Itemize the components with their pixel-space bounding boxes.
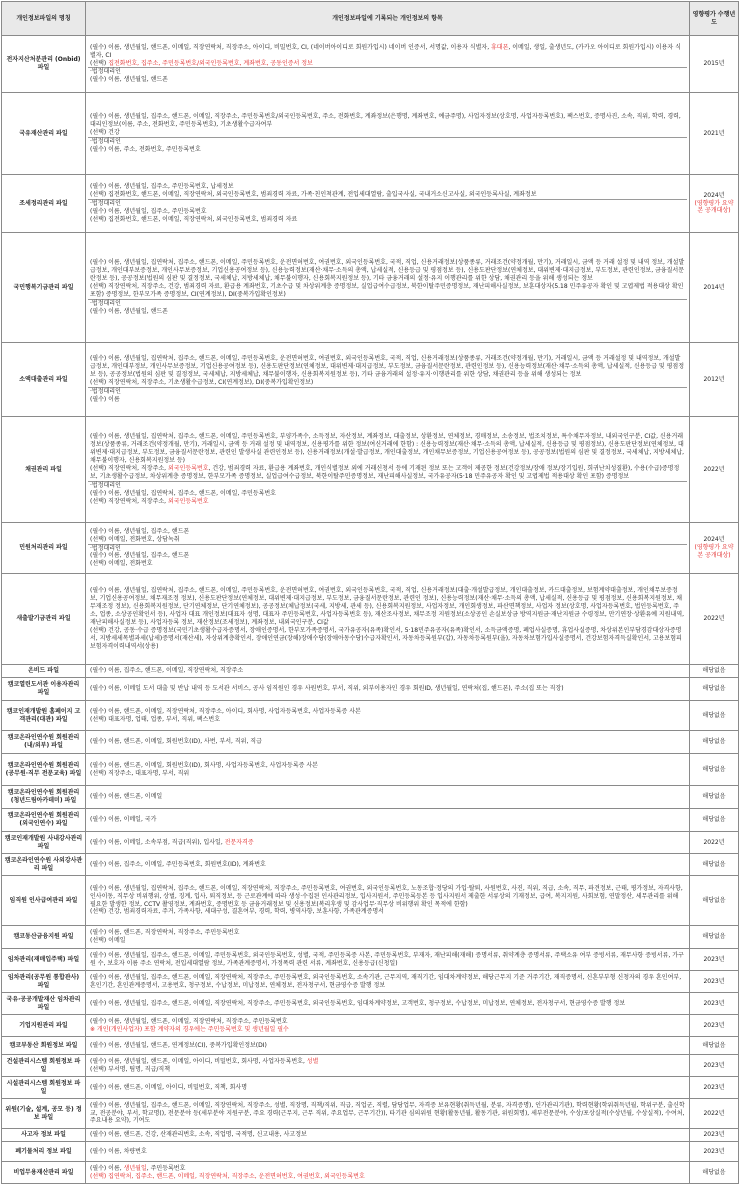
item-text: (선택) <box>90 59 109 67</box>
items-cell <box>86 731 690 754</box>
file-name-cell: 위원(기술, 설계, 공모 등) 정보 파일 <box>2 1099 86 1129</box>
table-row <box>2 993 739 1015</box>
items-cell <box>86 36 690 93</box>
assessment-year: 해당없음 <box>702 667 726 675</box>
item-text: ·법정대리인 <box>90 137 121 145</box>
highlighted-text: 성별 <box>306 1057 319 1065</box>
items-cell <box>86 1099 690 1129</box>
assessment-year: 2015년 <box>703 60 725 68</box>
item-line <box>88 283 687 299</box>
file-name-cell: 국민행복기금관리 파일 <box>2 233 86 343</box>
table-row <box>2 926 739 949</box>
item-text: (필수) 이름, 생년월일, 핸드폰 <box>90 76 168 84</box>
file-name-cell: 임차관리(공무원 통합관사) 파일 <box>2 971 86 993</box>
item-line <box>88 76 687 84</box>
header-file-name: 개인정보파일의 명칭 <box>2 2 86 36</box>
item-text: (필수) 이름, 생년월일, 핸드폰, 연계정보(CI), 중복가입확인정보(DI) <box>90 1041 267 1049</box>
items-cell <box>86 678 690 701</box>
item-line <box>88 667 687 675</box>
assessment-year: 해당없음 <box>702 933 726 941</box>
item-line <box>88 937 687 945</box>
item-line <box>88 770 687 778</box>
assessment-year-cell <box>690 343 739 417</box>
item-line <box>88 355 687 379</box>
highlighted-text: 집전화번호, 집주소, 주민등록번호/외국인등록번호, 계좌번호, 공동인증서 정보 <box>108 59 313 67</box>
items-cell <box>86 1142 690 1162</box>
items-cell <box>86 574 690 665</box>
table-row <box>2 832 739 854</box>
items-cell <box>86 93 690 175</box>
item-text: (선택) 건강, 범죄경력자료, 주거, 가족사항, 세대구성, 결혼여부, 경력, 학력, 병역사항, 보훈사항, 가족관계증명서 <box>90 908 384 916</box>
item-text: (필수) 이름, 집주소, 이메일, 주민등록번호, 회원번호(ID), 계좌번호 <box>90 860 266 868</box>
assessment-year-cell <box>690 175 739 233</box>
item-text: (필수) 이름, 핸드폰, 이메일, 회원번호(ID), 사번, 부서, 직위, 직급 <box>90 738 262 746</box>
item-text: ·법정대리인 <box>90 299 121 307</box>
item-text: (필수) 이름, 생년월일, 집주소, 핸드폰, 이메일, 직장주소, 주민등록번호/외국인등록번호, 주소, 전화번호, 계좌정보(은행명, 계좌번호, 예금주명), 사업자정보(상호명, 사업자등록번호), 팩스번호, 증명사진, 소속, 직위, 학력, 경력, 대리인정보(이름, 주소, 전화번호, 주민등록번호), 기초생활수급자여부 <box>90 113 681 129</box>
table-row <box>2 1037 739 1055</box>
table-row <box>2 233 739 343</box>
item-line <box>88 1102 687 1126</box>
highlighted-text: (선택) 집연락처, 집주소, 핸드폰, 이메일, 직장연락처, 직장주소, 운전면허번호, 여권번호, 외국인등록번호 <box>90 1172 365 1180</box>
file-name-cell: 채권관리 파일 <box>2 417 86 523</box>
items-cell <box>86 809 690 832</box>
summary-disclosure-note: (영향평가 요약본 공개대상) <box>694 544 734 559</box>
assessment-year: 2024년 <box>703 191 725 199</box>
item-text: (선택) 직장연락처, 직장주소, 기초생활수급정보, CI(연계정보), DI(중복가입확인정보) <box>90 379 314 386</box>
header-assessment-year: 영향평가 수행년도 <box>690 2 739 36</box>
item-line <box>88 396 687 404</box>
table-row <box>2 1077 739 1099</box>
item-text: (선택) 건강 <box>90 129 120 137</box>
table-row <box>2 417 739 523</box>
assessment-year: 해당없음 <box>702 896 726 904</box>
assessment-year: 해당없음 <box>702 711 726 719</box>
items-cell <box>86 665 690 678</box>
assessment-year-cell <box>690 993 739 1015</box>
item-line <box>88 816 687 824</box>
items-cell <box>86 175 690 233</box>
items-cell <box>86 1037 690 1055</box>
highlighted-text: 전문자격증 <box>224 838 254 846</box>
item-text: (필수) 이름, <box>90 1164 124 1172</box>
item-text: ·법정대리인 <box>90 481 121 489</box>
items-cell <box>86 1055 690 1077</box>
item-text: (필수) 이름, 이메일, 국가 <box>90 816 157 824</box>
assessment-year-cell <box>690 93 739 175</box>
item-text: (필수) 이름, 핸드폰, 직장연락처, 직장주소, 주민등록번호 <box>90 929 240 937</box>
item-line <box>88 1165 687 1173</box>
item-text: ·법정대리인 <box>90 68 121 76</box>
item-line <box>88 716 687 724</box>
assessment-year-cell <box>690 1099 739 1129</box>
item-line <box>88 708 687 716</box>
table-row <box>2 971 739 993</box>
table-row <box>2 786 739 809</box>
items-cell <box>86 233 690 343</box>
table-row <box>2 343 739 417</box>
item-line <box>88 129 687 137</box>
table-row <box>2 731 739 754</box>
item-line <box>88 1131 687 1139</box>
file-name-cell: 캠코온라인연수원 회원관리(외국인연수) 파일 <box>2 809 86 832</box>
items-cell <box>86 523 690 574</box>
item-line <box>88 465 687 481</box>
assessment-year: 2023년 <box>703 955 725 963</box>
item-line <box>88 552 687 560</box>
assessment-year: 2023년 <box>703 1021 725 1029</box>
item-text: (필수) 이름, 이메일, 소속부점, 직급(직위), 입사일, <box>90 838 225 846</box>
assessment-year-cell <box>690 36 739 93</box>
items-cell <box>86 993 690 1015</box>
item-text: (선택) 건강, 공동·수급 증명정보(국민기초생활수급자증명서, 장애인증명서, 한부모가족증명서, 국가유공자(유족)확인서, 5·18민주유공자(유족)확인서, 소득금액증명, 폐업사실증명, 휴업사실증명, 차상위본인부담경감대상자증명서, 지방세세목별과세(납세)증명서(재산세), 자상위계층확인서, 장애인연금(장해)장애수당(장애아동수당)수급자확인서, 자동차등록원부(갑), 자동차등록원부(을), 자동차보험가입사실증명서, 건강보험자격득실확인서, 고용보험피보험자격이력내역서(상용) <box>90 626 682 650</box>
table-row <box>2 665 739 678</box>
items-cell <box>86 1077 690 1099</box>
file-name-cell: 임직원 인사급여관리 파일 <box>2 876 86 926</box>
file-name-cell: 캠코부동산 회원정보 파일 <box>2 1037 86 1055</box>
table-row <box>2 93 739 175</box>
item-line <box>88 1000 687 1008</box>
item-line <box>88 952 687 968</box>
item-text: (선택) 직장연락처, 직장주소, <box>90 497 168 505</box>
assessment-year-cell <box>690 876 739 926</box>
table-row <box>2 1162 739 1184</box>
item-text: ·법정대리인 <box>90 200 121 208</box>
assessment-year: 2012년 <box>703 375 725 383</box>
file-name-cell: 캠코온라인연수원 회원관리(공무원·직무 전문교육) 파일 <box>2 754 86 786</box>
item-text: (선택) 직장연락처, 직장주소, 건강, 범죄경력 자료, 환급용 계좌번호, 기초수급 및 차상위계층 증명정보, 실업급여수급정보, 북한이탈주민증명정보, 재난피해사실정보, 보훈대상자(5.18 민주유공자 확인 및 고엽제법 적용대상 확인 포함) 증명정보, 한부모가족 증명정보, CI(연계정보), DI(중복가입확인정보) <box>90 283 684 298</box>
assessment-year: 2022년 <box>703 615 725 623</box>
file-name-cell: 캠코인재개발원 홈페이지 고객관리(대관) 파일 <box>2 701 86 731</box>
table-row <box>2 1142 739 1162</box>
assessment-year-cell <box>690 949 739 971</box>
file-name-cell: 건설관리시스템 회원정보 파일 <box>2 1055 86 1077</box>
item-line <box>88 67 687 76</box>
table-row <box>2 876 739 926</box>
items-cell <box>86 949 690 971</box>
item-text: , 주민등록번호 <box>146 1164 186 1172</box>
item-text: (필수) 이름, 이메일 도서 대출 및 반납 내역 등 도서관 서비스, 공사 임직원인 경우 사원번호, 부서, 직위, 외부이용자인 경우 회원ID, 생년월일, 연락처(집, 핸드폰), 주소(집 또는 직장) <box>90 685 564 693</box>
item-text: (필수) 이름, 핸드폰, 이메일 <box>90 793 163 801</box>
items-cell <box>86 876 690 926</box>
assessment-year: 해당없음 <box>702 793 726 801</box>
item-text: (필수) 이름, 생년월일, 집주소, 핸드폰, 이메일, 직장연락처, 직장주소, 주민등록번호, 외국인등록번호, 소속기관, 근무지역, 재직기간, 임대차계약정보, 해당근무지 기준 거주기간, 재직증명서, 신혼부부형 신청자의 경우 혼인여부, 혼인기간, 혼인관계증명서, 고용번호, 청구정보, 수납정보, 미납정보, 연체정보, 전자청구서, 현금영수증 발행 정보 <box>90 973 682 989</box>
item-text: (필수) 이름, 핸드폰, 이메일, 아이디, 비밀번호, 직책, 회사명 <box>90 1083 247 1091</box>
items-cell <box>86 971 690 993</box>
highlighted-text: 휴대폰 <box>491 43 509 51</box>
items-cell <box>86 1162 690 1184</box>
item-text: (선택) 집전화번호, 핸드폰, 이메일, 직장연락처, 외국인등록번호, 범죄경력 자료, 가족·친인척관계, 전입세대열람, 출입국사실, 국내거소신고사실, 외국인등록사실, 계좌정보 <box>90 191 537 199</box>
assessment-year-cell <box>690 832 739 854</box>
item-text: (필수) 이름, 생년월일, 핸드폰, 이메일, 아이디, 비밀번호, 회사명, 사업자등록번호, <box>90 1057 307 1065</box>
file-name-cell: 국유재산관리 파일 <box>2 93 86 175</box>
item-line <box>88 528 687 536</box>
file-name-cell: 시설관리시스템 회원정보 파일 <box>2 1077 86 1099</box>
assessment-year-cell <box>690 1015 739 1037</box>
item-line <box>88 308 687 316</box>
item-text: (필수) 이름, 핸드폰, 이메일, 직장연락처, 직장주소, 아이디, 회사명, 사업자등록번호, 사업자등록증 사본 <box>90 707 361 715</box>
file-name-cell: 기업지원관리 파일 <box>2 1015 86 1037</box>
item-text: (필수) 이름, 생년월일, 집주소, 핸드폰 <box>90 552 190 560</box>
item-text: (필수) 이름, 생년월일, 집연락처, 집주소, 핸드폰, 이메일, 주민등록번호, 운전면허번호, 여권번호, 외국인등록번호, 국적, 직업, 신용거래정보(상품종류, 거래조건(약정개월, 만기), 거래일시, 금액 등 거래 설정 및 내역 정보, 개설발급정보, 개인대부보증정보, 개인사무보증정보, 기업신용공여정보 등), 신용능력정보(재산·채무·소득의 총액, 납세실적, 신용등급 및 평점정보 등), 신용도판단정보(연체정보, 대위변제·대지급정보, 부도정보, 관련인정보, 금융질서문란정보 등), 공공정보(법원의 심판 및 결정정보, 국세체납, 지방세체납, 채무불이행자, 신용회복지원정보 등), 기타 금융거래의 설정·유지 이행관리를 위한 상담, 채권관리 등을 위해 생성되는 정보 <box>90 259 685 283</box>
assessment-year: 2024년 <box>703 536 725 544</box>
items-cell <box>86 417 690 523</box>
assessment-year-cell <box>690 678 739 701</box>
file-name-cell: 새출발기금관리 파일 <box>2 574 86 665</box>
item-text: (필수) 이름, 생년월일, 핸드폰, 이메일, 직장연락처, 직장주소, 주민등록번호 <box>90 1017 288 1025</box>
table-header-row <box>2 2 739 36</box>
table-row <box>2 574 739 665</box>
assessment-year-cell <box>690 417 739 523</box>
item-text: (필수) 이름, 생년월일, 집주소, 핸드폰, 이메일, 직장연락처, 직장주소, 주민등록번호, 외국인등록번호, 임대차계약정보, 고객번호, 청구정보, 수납정보, 미납정보, 연체정보, 전자청구서, 현금영수증 발행 정보 <box>90 999 626 1007</box>
assessment-year: 2023년 <box>703 1147 725 1155</box>
item-line <box>88 627 687 651</box>
item-line <box>88 113 687 129</box>
assessment-year: 2023년 <box>703 1131 725 1139</box>
assessment-year-cell <box>690 574 739 665</box>
item-line <box>88 490 687 498</box>
file-name-cell: 캠코온라인연수원 회원관리(내/외부) 파일 <box>2 731 86 754</box>
file-name-cell: 폐기물처리 정보 파일 <box>2 1142 86 1162</box>
item-line <box>88 146 687 154</box>
item-line <box>88 738 687 746</box>
item-line <box>88 793 687 801</box>
file-name-cell: 전자지산처분관리 (Onbid) 파일 <box>2 36 86 93</box>
file-name-cell: 캠코온라인연수원 사외강사관리 파일 <box>2 854 86 876</box>
file-name-cell: 소액대출관리 파일 <box>2 343 86 417</box>
highlighted-text: ※ 개인(개인사업자) 포함 계약자의 경우에는 주민등록번호 및 생년월일 필수 <box>90 1025 289 1033</box>
item-text: (필수) 이름 <box>90 395 120 403</box>
item-text: (선택) 대표자명, 업태, 업종, 부서, 직위, 팩스번호 <box>90 715 220 723</box>
table-row <box>2 854 739 876</box>
item-line <box>88 908 687 916</box>
file-name-cell: 임차관리(재매입주택) 파일 <box>2 949 86 971</box>
item-text: (필수) 이름, 생년월일, 집연락처, 집주소, 핸드폰, 이메일, 주민등록번호, 운전면허번호, 여권번호, 외국인등록번호, 국적, 직업, 신용거래정보(대출·개설발급정보, 개인대출정보, 카드대출정보, 보험계약대출정보, 개인채무보증정보, 기업신용공여정보, 채무재조정 정보), 신용도판단정보(연체정보, 대위변제·대지급정보, 부도정보, 금융질서문란정보, 관련인 정보), 신용능력정보(재산·채무·소득의 총액, 납세실적, 신용등급 및 평점정보, 신용회복지원정보, 채무재조정 정보), 신용회복지원정보, 단기연체정보, 단기연체정보), 공공정보(체납정보(국세, 지방세, 관세 등), 신용회복지원정보, 사업자정보, 개인회생정보, 파산면책정보, 사업자 정보(상호명, 사업자등록번호, 법인등록번호, 주소, 업종, 소상공인확인서 등), 사업자 대표 개인정보(대표자 성명, 대표자 주민등록번호, 사업자등록번호 등), 재산조사정보, 채무조정 지원정보(소상공인 손실보상금 방역지원금·재난지원금 수령정보, 만기연장·상환유예 지원내역, 재난피해사실정보 등), 사업자등록 정보, 재산정보(조세정보), 계좌정보, 내외국인구분, CI값 <box>90 587 685 626</box>
item-text: (필수) 이름, 생년월일, 집주소, 핸드폰, 이메일, 주민등록번호, 외국인등록번호, 성별, 국적, 주민등록증 사본, 주민등록번호, 부재자, 재난피해(재해) 증명서류, 취약계층 증명서류, 주택소유 여부 증빙서류, 재무사항 증빙서류, 가구원 수, 보호자 이름 주소 연락처, 전입세대열람 정보, 가족관계증명서, 가정폭력 관련 서류, 계좌번호, 신용등급(신청일) <box>90 951 684 967</box>
item-line <box>88 481 687 490</box>
assessment-year-cell <box>690 971 739 993</box>
assessment-year: 해당없음 <box>702 765 726 773</box>
item-text: (필수) 이름, 핸드폰, 건강, 산재관리번호, 소속, 직업명, 국적명, 신고내용, 사고정보 <box>90 1131 307 1139</box>
item-line <box>88 299 687 308</box>
item-line <box>88 44 687 60</box>
assessment-year: 해당없음 <box>702 738 726 746</box>
file-name-cell: 캠코인재개발원 사내강사관리 파일 <box>2 832 86 854</box>
item-text: (선택) 집전화번호, 핸드폰, 이메일, 직장연락처, 외국인등록번호, 범죄경력 자료 <box>90 215 298 223</box>
table-row <box>2 754 739 786</box>
item-line <box>88 929 687 937</box>
item-text: , 이메일, 생일, 출생년도, (카카오 아이디로 회원가입시) 이용자 식별자, CI <box>90 43 681 59</box>
table-body <box>2 36 739 1184</box>
assessment-year-cell <box>690 233 739 343</box>
assessment-year: 해당없음 <box>702 860 726 868</box>
file-name-cell: 캠코온라인연수원 회원관리(청년드림아카데미) 파일 <box>2 786 86 809</box>
items-cell <box>86 701 690 731</box>
highlighted-text: 외국인등록번호 <box>167 465 209 473</box>
item-line <box>88 199 687 208</box>
table-row <box>2 1099 739 1129</box>
item-text: (필수) 이름, 생년월일, 집연락처, 집주소, 핸드폰, 이메일, 직장연락처, 직장주소, 주민등록번호, 여권번호, 외국인등록번호, 노동조합·정당의 가입·탈퇴, 사원번호, 사진, 직위, 직급, 소속, 직무, 파견정보, 근태, 평가정보, 자격사항, 인사이동, 직무상 비위행위, 상벌, 징계, 입사, 퇴직정보, 등 근로관계에 따라 생성·수집된 인사관리정보, 입사지원서, 주민등록등본 등 입사지원서 제출한 서류상의 기재정보, 급여, 복지지원, 사회보험, 연말정산, 세무관리를 위해 필요한 발생한 정보, CCTV 촬영정보, 계좌번호, 증명번호 등 금융거래정보 및 신용정보(복리후생 및 감사업무·직무상 비위행위 확인 목적에 한함) <box>90 884 683 908</box>
table-row <box>2 701 739 731</box>
file-name-cell: 캠코동산금융지원 파일 <box>2 926 86 949</box>
table-row <box>2 1055 739 1077</box>
file-name-cell: 조세정리관리 파일 <box>2 175 86 233</box>
items-cell <box>86 786 690 809</box>
item-line <box>88 387 687 396</box>
item-line <box>88 1148 687 1156</box>
table-row <box>2 949 739 971</box>
assessment-year-cell <box>690 1037 739 1055</box>
item-line <box>88 216 687 224</box>
item-text: (선택) 이메일, 전화번호 <box>90 560 153 568</box>
assessment-year-cell <box>690 1055 739 1077</box>
item-text: (필수) 이름, 생년월일, 핸드폰 <box>90 307 168 315</box>
item-text: (필수) 이름, 주소, 전화번호, 주민등록번호 <box>90 145 201 153</box>
assessment-year: 2023년 <box>703 1083 725 1091</box>
item-text: (선택) 이메일, 전화번호, 상담녹취 <box>90 535 180 543</box>
item-line <box>88 536 687 544</box>
assessment-year-cell <box>690 786 739 809</box>
item-line <box>88 433 687 465</box>
highlighted-text: 외국인등록번호 <box>167 497 209 505</box>
file-name-cell: 민원처리관리 파일 <box>2 523 86 574</box>
item-line <box>88 1018 687 1026</box>
item-text: (필수) 이름, 생년월일, 집연락처, 집주소, 핸드폰, 이메일, 주민등록번호 <box>90 489 276 497</box>
item-text: (선택) 이메일 <box>90 937 126 944</box>
assessment-year-cell <box>690 1077 739 1099</box>
item-text: (필수) 이름, 생년월일, 집주소, 핸드폰, 이메일, 직장연락처, 직장주소, 성별, 직장명, 직책/직위, 직급, 직업군, 직렬, 담당업무, 자격증 보유현황(취득년월, 분류, 자격증명), 인가관리기관), 학력현황(학위취득년월, 학위구분, 출신학교, 전공분야, 부서, 학교명(), 전문분야 등(세부분야 지원구분, 주요 경력(근무지, 근무 직위, 주요업무, 근무기간)), 타기관 심의위원 현황(활동년월, 활동기관, 위원회명), 세부전문분야, 수상/포상실적(수상년월, 수상실적), 수여처, 주요내용 요약), 기여도 <box>90 1101 685 1125</box>
item-line <box>88 379 687 387</box>
item-line <box>88 560 687 568</box>
assessment-year: 2021년 <box>703 129 725 137</box>
items-cell <box>86 343 690 417</box>
item-line <box>88 259 687 283</box>
item-line <box>88 1026 687 1034</box>
item-text: (필수) 이름, 핸드폰, 이메일, 회원번호(ID), 회사명, 사업자등록번호, 사업자등록증 사본 <box>90 761 318 769</box>
table-row <box>2 678 739 701</box>
item-text: (필수) 이름, 생년월일, 집주소, 주민등록번호, 납세정보 <box>90 183 234 191</box>
item-text: (필수) 이름, 생년월일, 핸드폰, 이메일, 직장연락처, 직장주소, 아이디, 비밀번호, CI, (네이버아이디로 회원가입시) 네이버 인증서, 서명값, 이용자 식별자, <box>90 43 492 51</box>
items-cell <box>86 754 690 786</box>
file-name-cell: 캠코열린도서관 이용자관리 파일 <box>2 678 86 701</box>
item-line <box>88 1084 687 1092</box>
assessment-year: 해당없음 <box>702 816 726 824</box>
item-text: (필수) 이름, 차량번호 <box>90 1147 147 1155</box>
item-line <box>88 839 687 847</box>
table-row <box>2 175 739 233</box>
item-line <box>88 208 687 216</box>
item-text: (필수) 이름, 생년월일, 집연락처, 집주소, 핸드폰, 이메일, 주민등록번호, 운전면허번호, 여권번호, 외국인등록번호, 국적, 직업, 신용거래정보(상품종류, 거래조건(약정개월, 만기), 거래일시, 금액 등 거래설정 및 내역정보, 개설발급정보, 개인대부정보, 개인사무보증정보, 기업신용공여정보 등), 신용도판단정보(연체정보, 대위변제·대지급정보, 부도정보, 금융질서문란정보, 관련인정보 등), 신용능력정보(재산·채무·소득의 총액, 납세실적, 신용등급 및 평점정보 등), 공공정보(법원의 심판 및 결정정보, 국세체납, 지방세체납, 채무불이행자, 신용회복지원정보 등), 기타 금융거래의 설정·유지·이행관리를 위한 상담, 채권관리 등을 위해 생성되는 정보 <box>90 355 685 379</box>
header-items: 개인정보파일에 기록되는 개인정보의 항목 <box>86 2 690 36</box>
item-line <box>88 587 687 627</box>
item-text: (필수) 이름, 생년월일, 집연락처, 집주소, 핸드폰, 이메일, 주민등록번호, 부양가족수, 소득정보, 자산정보, 계좌정보, 대출정보, 상환정보, 연체정보, 경매정보, 소송정보, 법조치정보, 특수채무자정보, 내외국인구분, CI값, 신용거래정보(상품종류, 거래조건(약정개월, 만기), 거래일시, 금액 등 거래 설정 및 내역정보, 신용평가를 위한 정보(여신거래에 한함) : 신용능력정보(재산·채무·소득의 총액, 납세실적, 신용등급 및 평점정보), 신용도판단정보(연체정보, 대위변제·대지급정보, 부도정보, 금융질서문란정보, 관련인 발생사실 관련인정보 등), 신용거래정보(개설·발급정보, 개인대출정보, 개인채무보증정보, 기업신용공여정보 등), 공공정보(법원의 심판 및 결정정보, 국세체납, 지방세체납, 채무불이행자, 신용회복지원정보 등) <box>90 433 685 465</box>
items-cell <box>86 1129 690 1142</box>
assessment-year-cell <box>690 701 739 731</box>
assessment-year: 해당없음 <box>702 1168 726 1176</box>
item-line <box>88 1042 687 1050</box>
item-line <box>88 762 687 770</box>
file-name-cell: 사고자 정보 파일 <box>2 1129 86 1142</box>
file-name-cell: 비업무용재산관리 파일 <box>2 1162 86 1184</box>
item-text: (선택) 직장연락처, 직장주소, <box>90 465 168 473</box>
file-name-cell: 온비드 파일 <box>2 665 86 678</box>
item-line <box>88 191 687 199</box>
table-row <box>2 1129 739 1142</box>
item-text: ·법정대리인 <box>90 387 121 395</box>
assessment-year: 2022년 <box>703 838 725 846</box>
item-text: (필수) 이름, 집주소, 핸드폰, 이메일, 직장연락처, 직장주소 <box>90 667 244 675</box>
assessment-year: 2023년 <box>703 977 725 985</box>
item-text: (필수) 이름, 생년월일, 집주소, 핸드폰 <box>90 527 190 535</box>
table-row <box>2 809 739 832</box>
assessment-year-cell <box>690 523 739 574</box>
summary-disclosure-note: (영향평가 요약본 공개대상) <box>694 199 734 215</box>
items-cell <box>86 854 690 876</box>
item-text: , 건강, 범죄경력 자료, 환급용 계좌번호, 개인식별정보 외에 거래신청서 등에 기재된 정보 또는 고객이 제공한 정보(건강정보/장애 정보/장기입원, 희귀난치성질환), 수용(수급)증명정보, 기초생활수급정보, 차상위계층 증명정보, 한부모가족 증명정보, 실업급여수급정보, 북한이탈주민증명정보, 재난피해사실정보, 국가유공자(5·18 민주유공자 확인 및 고엽제법 적용대상 확인 포함) 증명정보 <box>90 465 680 480</box>
assessment-year-cell <box>690 809 739 832</box>
assessment-year: 2022년 <box>703 465 725 473</box>
assessment-year-cell <box>690 926 739 949</box>
assessment-year-cell <box>690 665 739 678</box>
item-line <box>88 183 687 191</box>
item-text: (선택) 부서명, 팀명, 직급/직책 <box>90 1065 170 1073</box>
item-line <box>88 1058 687 1066</box>
assessment-year-cell <box>690 1162 739 1184</box>
item-line <box>88 1066 687 1074</box>
table-row <box>2 1015 739 1037</box>
assessment-year-cell <box>690 1129 739 1142</box>
assessment-year: 2014년 <box>703 283 725 291</box>
item-line <box>88 1173 687 1181</box>
items-cell <box>86 832 690 854</box>
item-line <box>88 974 687 990</box>
assessment-year: 2023년 <box>703 999 725 1007</box>
items-cell <box>86 1015 690 1037</box>
item-line <box>88 137 687 146</box>
assessment-year: 해당없음 <box>702 685 726 693</box>
item-line <box>88 861 687 869</box>
privacy-file-table <box>1 1 739 1184</box>
item-line <box>88 498 687 506</box>
item-text: (필수) 이름, 생년월일, 집주소, 주민등록번호 <box>90 207 207 215</box>
item-text: ·법정대리인 <box>90 544 121 552</box>
highlighted-text: 생년월일 <box>123 1164 147 1172</box>
table-row <box>2 523 739 574</box>
assessment-year: 2023년 <box>703 1061 725 1069</box>
assessment-year: 해당없음 <box>702 1041 726 1049</box>
assessment-year: 2022년 <box>703 1109 725 1117</box>
table-row <box>2 36 739 93</box>
item-text: (선택) 직장주소, 대표자명, 부서, 직위 <box>90 769 190 777</box>
items-cell <box>86 926 690 949</box>
assessment-year-cell <box>690 731 739 754</box>
item-line <box>88 60 687 68</box>
file-name-cell: 국유·공공개발재산 임차관리 파일 <box>2 993 86 1015</box>
item-line <box>88 685 687 693</box>
assessment-year-cell <box>690 754 739 786</box>
assessment-year-cell <box>690 1142 739 1162</box>
assessment-year-cell <box>690 854 739 876</box>
item-line <box>88 885 687 909</box>
